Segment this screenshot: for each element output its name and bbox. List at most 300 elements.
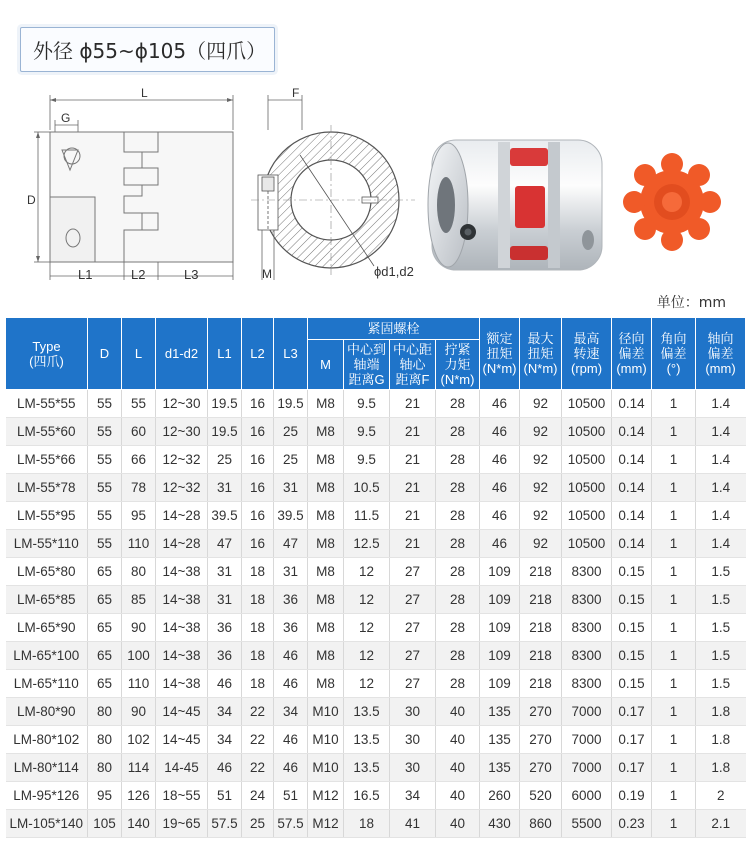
table-cell: 0.14	[612, 390, 652, 418]
table-cell: 13.5	[344, 726, 390, 754]
table-cell: 36	[208, 642, 242, 670]
table-cell: 12	[344, 642, 390, 670]
table-cell: LM-95*126	[6, 782, 88, 810]
table-row	[6, 418, 746, 446]
table-cell: 40	[436, 782, 480, 810]
header-type: Type (四爪)	[6, 318, 88, 390]
table-row	[6, 642, 746, 670]
table-cell: 57.5	[274, 810, 308, 838]
table-cell: 28	[436, 390, 480, 418]
table-cell: LM-65*110	[6, 670, 88, 698]
table-cell: 16.5	[344, 782, 390, 810]
table-cell: 0.14	[612, 530, 652, 558]
label-d1-d2: ϕd1,d2	[374, 264, 414, 279]
table-cell: 102	[122, 726, 156, 754]
table-cell: 14~38	[156, 586, 208, 614]
table-cell: 1.4	[696, 502, 746, 530]
table-cell: 1	[652, 530, 696, 558]
table-cell: 520	[520, 782, 562, 810]
table-cell: 11.5	[344, 502, 390, 530]
table-cell: 28	[436, 530, 480, 558]
table-cell: 18	[344, 810, 390, 838]
technical-drawings	[0, 80, 750, 290]
table-cell: M8	[308, 614, 344, 642]
table-cell: 21	[390, 390, 436, 418]
table-cell: 80	[88, 698, 122, 726]
table-cell: 1.5	[696, 670, 746, 698]
table-cell: 80	[88, 754, 122, 782]
table-cell: 36	[208, 614, 242, 642]
table-cell: 12.5	[344, 530, 390, 558]
table-cell: 19.5	[208, 390, 242, 418]
table-cell: 14~38	[156, 642, 208, 670]
table-cell: 27	[390, 614, 436, 642]
table-cell: LM-55*60	[6, 418, 88, 446]
table-cell: 109	[480, 558, 520, 586]
table-cell: 14-45	[156, 754, 208, 782]
table-cell: 16	[242, 446, 274, 474]
table-cell: LM-55*110	[6, 530, 88, 558]
table-cell: 218	[520, 586, 562, 614]
table-cell: 12~30	[156, 418, 208, 446]
table-cell: M8	[308, 586, 344, 614]
table-cell: 41	[390, 810, 436, 838]
table-cell: 22	[242, 726, 274, 754]
table-cell: 1	[652, 502, 696, 530]
table-cell: 1	[652, 754, 696, 782]
table-cell: 92	[520, 474, 562, 502]
table-cell: 16	[242, 390, 274, 418]
table-cell: 47	[274, 530, 308, 558]
label-G: G	[61, 111, 71, 125]
table-cell: 51	[274, 782, 308, 810]
table-cell: 46	[208, 670, 242, 698]
table-cell: 10.5	[344, 474, 390, 502]
table-cell: 19.5	[208, 418, 242, 446]
table-cell: 0.15	[612, 670, 652, 698]
table-cell: 46	[480, 474, 520, 502]
table-cell: 40	[436, 810, 480, 838]
table-cell: 10500	[562, 446, 612, 474]
header-tightening-torque: 拧紧 力矩 (N*m)	[436, 340, 480, 390]
table-cell: 90	[122, 698, 156, 726]
table-cell: LM-65*90	[6, 614, 88, 642]
header-G: 中心到 轴端 距离G	[344, 340, 390, 390]
table-cell: 92	[520, 446, 562, 474]
table-cell: 10500	[562, 418, 612, 446]
table-cell: 0.19	[612, 782, 652, 810]
table-cell: 39.5	[208, 502, 242, 530]
header-M: M	[308, 340, 344, 390]
table-cell: 218	[520, 642, 562, 670]
table-cell: 0.17	[612, 698, 652, 726]
table-cell: 8300	[562, 670, 612, 698]
table-cell: 55	[88, 390, 122, 418]
label-L3: L3	[184, 267, 199, 282]
table-row	[6, 446, 746, 474]
table-cell: 12~32	[156, 474, 208, 502]
table-cell: 57.5	[208, 810, 242, 838]
label-F: F	[292, 86, 300, 100]
table-cell: 0.15	[612, 558, 652, 586]
table-cell: 21	[390, 474, 436, 502]
table-cell: 10500	[562, 390, 612, 418]
table-cell: M8	[308, 642, 344, 670]
table-cell: 60	[122, 418, 156, 446]
table-cell: M10	[308, 698, 344, 726]
table-cell: 2.1	[696, 810, 746, 838]
table-cell: 135	[480, 726, 520, 754]
table-cell: 14~28	[156, 502, 208, 530]
header-radial-deviation: 径向 偏差 (mm)	[612, 318, 652, 390]
table-cell: 430	[480, 810, 520, 838]
table-cell: 21	[390, 530, 436, 558]
table-cell: 105	[88, 810, 122, 838]
table-cell: 90	[122, 614, 156, 642]
table-cell: 1.5	[696, 614, 746, 642]
table-cell: 65	[88, 614, 122, 642]
label-L2: L2	[131, 267, 146, 282]
table-cell: 1.4	[696, 390, 746, 418]
table-cell: M8	[308, 446, 344, 474]
table-cell: 1	[652, 558, 696, 586]
page-title: 外径 ϕ55~ϕ105（四爪）	[20, 27, 275, 72]
table-cell: LM-65*80	[6, 558, 88, 586]
table-cell: 270	[520, 726, 562, 754]
table-cell: 114	[122, 754, 156, 782]
table-cell: 140	[122, 810, 156, 838]
table-cell: 5500	[562, 810, 612, 838]
table-cell: 135	[480, 698, 520, 726]
table-cell: 36	[274, 614, 308, 642]
table-cell: 31	[274, 558, 308, 586]
table-cell: 14~38	[156, 558, 208, 586]
table-cell: 27	[390, 558, 436, 586]
label-M: M	[262, 267, 272, 281]
table-cell: 1	[652, 586, 696, 614]
header-D: D	[88, 318, 122, 390]
table-cell: 1	[652, 698, 696, 726]
header-F: 中心距 轴心 距离F	[390, 340, 436, 390]
table-cell: 27	[390, 670, 436, 698]
table-cell: 28	[436, 558, 480, 586]
table-cell: 0.15	[612, 586, 652, 614]
table-cell: 55	[88, 418, 122, 446]
table-cell: 47	[208, 530, 242, 558]
table-cell: 46	[274, 726, 308, 754]
table-cell: 16	[242, 502, 274, 530]
table-cell: 28	[436, 418, 480, 446]
table-cell: LM-80*102	[6, 726, 88, 754]
table-cell: 135	[480, 754, 520, 782]
table-cell: 8300	[562, 642, 612, 670]
table-cell: 0.17	[612, 754, 652, 782]
table-row	[6, 614, 746, 642]
table-cell: 65	[88, 586, 122, 614]
table-cell: 8300	[562, 558, 612, 586]
table-cell: 6000	[562, 782, 612, 810]
table-cell: 92	[520, 390, 562, 418]
table-cell: 40	[436, 698, 480, 726]
table-cell: 21	[390, 502, 436, 530]
table-cell: LM-65*85	[6, 586, 88, 614]
table-cell: 109	[480, 642, 520, 670]
table-cell: 218	[520, 614, 562, 642]
table-cell: 1	[652, 446, 696, 474]
table-cell: 92	[520, 530, 562, 558]
side-view-drawing	[27, 86, 233, 282]
table-cell: 10500	[562, 530, 612, 558]
table-cell: 100	[122, 642, 156, 670]
spider-insert-image	[623, 153, 721, 251]
table-cell: 18	[242, 586, 274, 614]
table-cell: 24	[242, 782, 274, 810]
table-cell: 1	[652, 390, 696, 418]
header-axial-deviation: 轴向 偏差 (mm)	[696, 318, 746, 390]
table-cell: 31	[208, 558, 242, 586]
table-cell: 1	[652, 670, 696, 698]
front-view-drawing	[251, 86, 415, 281]
table-cell: 16	[242, 474, 274, 502]
table-cell: 10500	[562, 502, 612, 530]
table-cell: 8300	[562, 614, 612, 642]
table-cell: 80	[122, 558, 156, 586]
table-cell: 65	[88, 670, 122, 698]
table-cell: 1.4	[696, 530, 746, 558]
table-row	[6, 558, 746, 586]
table-cell: 46	[480, 530, 520, 558]
header-d1-d2: d1-d2	[156, 318, 208, 390]
table-cell: 9.5	[344, 446, 390, 474]
table-cell: 0.23	[612, 810, 652, 838]
label-L: L	[141, 86, 148, 100]
header-fastening-bolt: 紧固螺栓	[308, 318, 480, 340]
table-cell: 30	[390, 698, 436, 726]
table-cell: 22	[242, 698, 274, 726]
table-cell: 51	[208, 782, 242, 810]
table-row	[6, 782, 746, 810]
table-cell: 9.5	[344, 390, 390, 418]
table-row	[6, 530, 746, 558]
table-cell: M8	[308, 558, 344, 586]
table-cell: 7000	[562, 726, 612, 754]
table-cell: 0.14	[612, 418, 652, 446]
table-cell: 1	[652, 642, 696, 670]
table-cell: M12	[308, 810, 344, 838]
table-cell: 28	[436, 502, 480, 530]
header-L3: L3	[274, 318, 308, 390]
table-cell: 8300	[562, 586, 612, 614]
table-cell: 34	[390, 782, 436, 810]
table-cell: 14~28	[156, 530, 208, 558]
table-cell: 28	[436, 670, 480, 698]
table-cell: 85	[122, 586, 156, 614]
table-cell: 18~55	[156, 782, 208, 810]
table-cell: 109	[480, 586, 520, 614]
table-cell: 92	[520, 502, 562, 530]
table-cell: 95	[122, 502, 156, 530]
table-cell: 12	[344, 614, 390, 642]
table-row	[6, 754, 746, 782]
table-cell: 260	[480, 782, 520, 810]
table-cell: LM-55*78	[6, 474, 88, 502]
coupling-image	[428, 140, 602, 270]
table-row	[6, 502, 746, 530]
table-cell: 39.5	[274, 502, 308, 530]
table-cell: 46	[274, 642, 308, 670]
table-cell: 16	[242, 418, 274, 446]
table-cell: 14~45	[156, 698, 208, 726]
table-cell: 66	[122, 446, 156, 474]
table-cell: 12	[344, 670, 390, 698]
table-cell: M10	[308, 754, 344, 782]
table-cell: 34	[274, 698, 308, 726]
table-cell: 46	[480, 418, 520, 446]
table-cell: 0.15	[612, 614, 652, 642]
table-cell: 218	[520, 558, 562, 586]
table-cell: 1.5	[696, 642, 746, 670]
table-cell: 25	[242, 810, 274, 838]
table-cell: 21	[390, 418, 436, 446]
table-cell: 27	[390, 642, 436, 670]
table-cell: 18	[242, 614, 274, 642]
label-L1: L1	[78, 267, 93, 282]
table-cell: 80	[88, 726, 122, 754]
table-cell: 1.5	[696, 586, 746, 614]
table-cell: 0.14	[612, 474, 652, 502]
table-cell: 55	[88, 446, 122, 474]
table-cell: 55	[88, 502, 122, 530]
header-L2: L2	[242, 318, 274, 390]
table-cell: 9.5	[344, 418, 390, 446]
table-cell: LM-105*140	[6, 810, 88, 838]
table-cell: 12	[344, 558, 390, 586]
table-cell: 18	[242, 558, 274, 586]
table-row	[6, 474, 746, 502]
table-cell: 110	[122, 670, 156, 698]
table-cell: M8	[308, 530, 344, 558]
table-cell: 13.5	[344, 698, 390, 726]
table-cell: 1.8	[696, 754, 746, 782]
table-cell: 10500	[562, 474, 612, 502]
table-cell: 92	[520, 418, 562, 446]
table-cell: 78	[122, 474, 156, 502]
table-cell: 110	[122, 530, 156, 558]
table-cell: 46	[480, 502, 520, 530]
table-cell: LM-55*55	[6, 390, 88, 418]
table-cell: 0.14	[612, 502, 652, 530]
table-cell: M8	[308, 474, 344, 502]
table-cell: 27	[390, 586, 436, 614]
table-cell: 7000	[562, 698, 612, 726]
table-cell: 0.14	[612, 446, 652, 474]
table-cell: 1.4	[696, 446, 746, 474]
table-cell: 1	[652, 418, 696, 446]
table-cell: 12~32	[156, 446, 208, 474]
table-cell: LM-80*114	[6, 754, 88, 782]
table-cell: 109	[480, 614, 520, 642]
table-cell: 31	[208, 586, 242, 614]
table-cell: 28	[436, 586, 480, 614]
table-cell: 109	[480, 670, 520, 698]
table-cell: 14~38	[156, 670, 208, 698]
table-cell: M8	[308, 670, 344, 698]
table-cell: M10	[308, 726, 344, 754]
header-max-speed: 最高 转速 (rpm)	[562, 318, 612, 390]
table-cell: 1.4	[696, 474, 746, 502]
table-cell: 18	[242, 642, 274, 670]
table-row	[6, 586, 746, 614]
table-cell: 30	[390, 726, 436, 754]
table-cell: M8	[308, 418, 344, 446]
header-L1: L1	[208, 318, 242, 390]
table-cell: M8	[308, 390, 344, 418]
table-cell: 2	[696, 782, 746, 810]
table-cell: 46	[274, 754, 308, 782]
label-D: D	[27, 193, 36, 207]
table-cell: 0.15	[612, 642, 652, 670]
table-cell: 46	[274, 670, 308, 698]
table-cell: 1	[652, 726, 696, 754]
table-cell: M12	[308, 782, 344, 810]
table-cell: 1.5	[696, 558, 746, 586]
table-cell: 40	[436, 726, 480, 754]
spec-table	[5, 317, 746, 838]
table-cell: 28	[436, 642, 480, 670]
table-cell: 46	[480, 446, 520, 474]
table-cell: 1.8	[696, 726, 746, 754]
table-cell: 46	[480, 390, 520, 418]
table-cell: 7000	[562, 754, 612, 782]
header-angular-deviation: 角向 偏差 (°)	[652, 318, 696, 390]
table-row	[6, 698, 746, 726]
table-cell: 1.8	[696, 698, 746, 726]
header-max-torque: 最大 扭矩 (N*m)	[520, 318, 562, 390]
header-rated-torque: 额定 扭矩 (N*m)	[480, 318, 520, 390]
table-row	[6, 726, 746, 754]
table-cell: 14~45	[156, 726, 208, 754]
table-cell: 55	[122, 390, 156, 418]
table-cell: 0.17	[612, 726, 652, 754]
table-cell: 270	[520, 698, 562, 726]
table-cell: 30	[390, 754, 436, 782]
table-cell: 1.4	[696, 418, 746, 446]
unit-label: 单位：mm	[656, 295, 726, 311]
table-cell: 31	[208, 474, 242, 502]
table-cell: M8	[308, 502, 344, 530]
spec-table-body	[6, 390, 746, 838]
table-cell: 1	[652, 810, 696, 838]
table-cell: 270	[520, 754, 562, 782]
table-cell: 16	[242, 530, 274, 558]
table-cell: 46	[208, 754, 242, 782]
table-cell: 12~30	[156, 390, 208, 418]
table-cell: 65	[88, 558, 122, 586]
table-cell: 55	[88, 530, 122, 558]
table-cell: 25	[274, 446, 308, 474]
table-cell: LM-80*90	[6, 698, 88, 726]
table-cell: 218	[520, 670, 562, 698]
table-cell: 34	[208, 726, 242, 754]
table-cell: 28	[436, 446, 480, 474]
table-cell: 860	[520, 810, 562, 838]
table-row	[6, 810, 746, 838]
table-cell: LM-55*95	[6, 502, 88, 530]
table-cell: 1	[652, 474, 696, 502]
table-cell: LM-55*66	[6, 446, 88, 474]
table-cell: 36	[274, 586, 308, 614]
table-cell: 65	[88, 642, 122, 670]
